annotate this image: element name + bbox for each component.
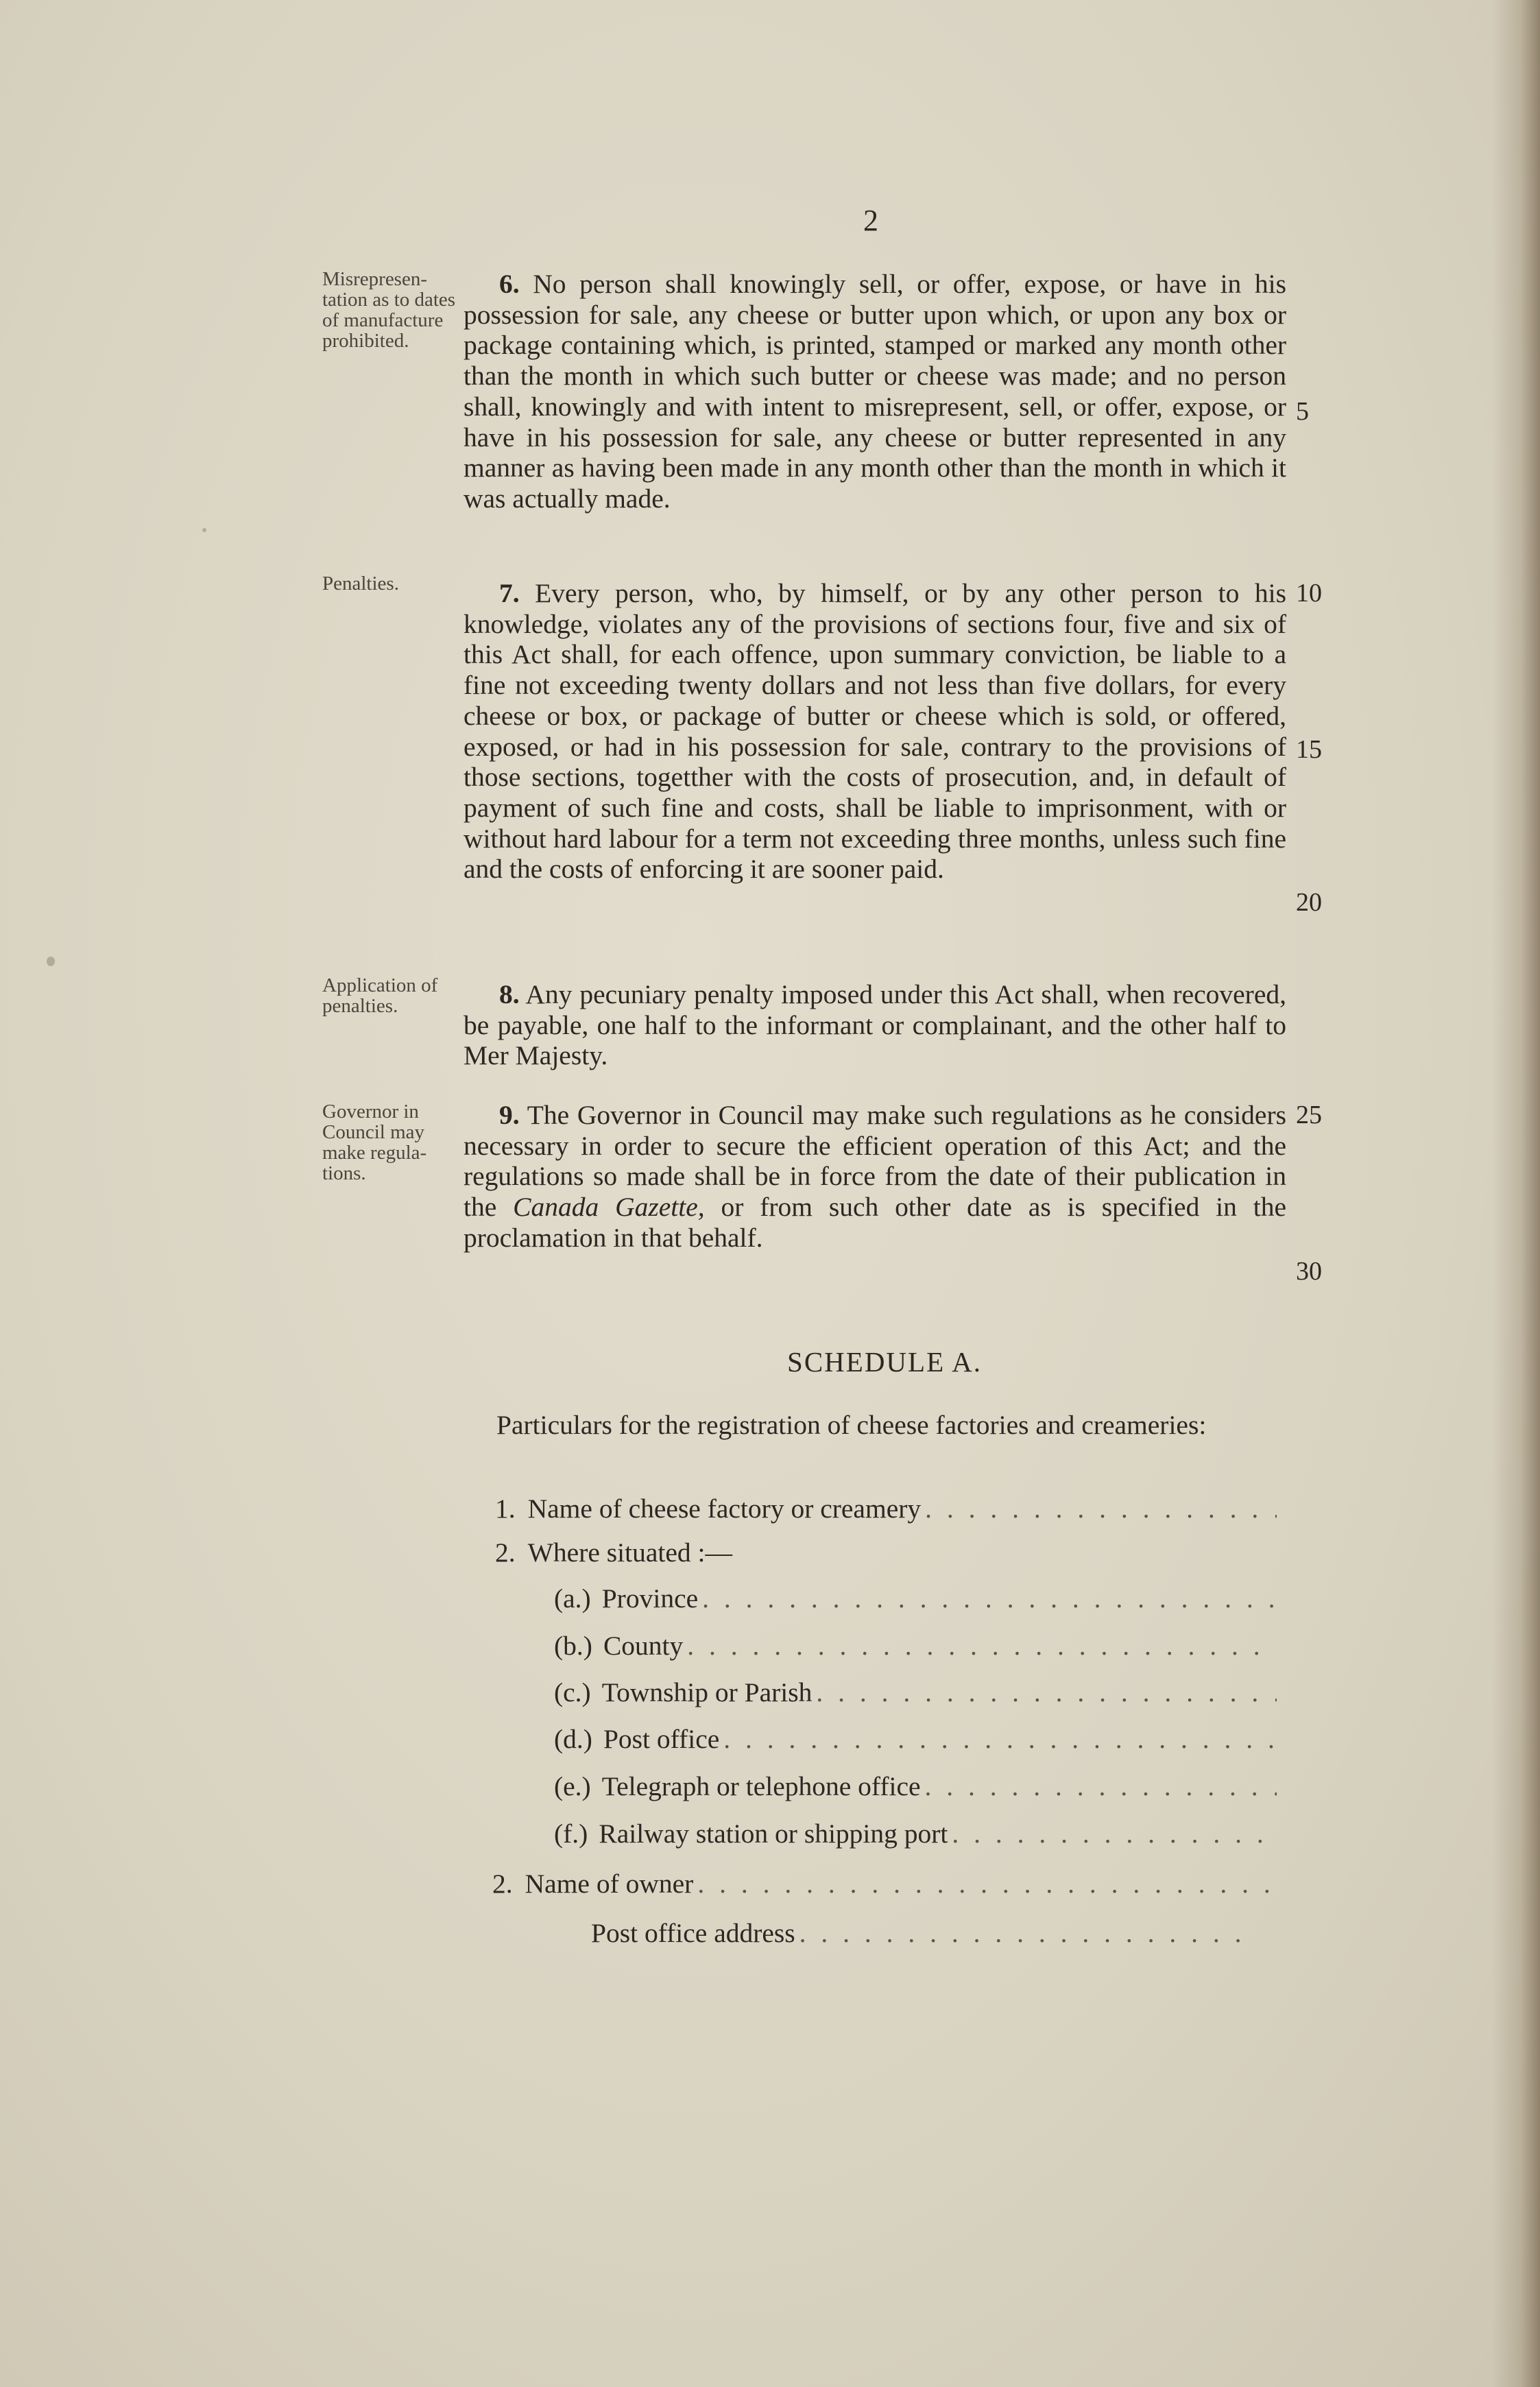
- section-7: [464, 578, 1286, 885]
- line-number: 15: [1296, 735, 1322, 764]
- dot-leader: [925, 1770, 1277, 1803]
- schedule-item-owner: [492, 1867, 1277, 1900]
- schedule-intro: [464, 1409, 1281, 1441]
- subitem-label: Province: [601, 1583, 699, 1614]
- subitem-label: County: [603, 1631, 684, 1661]
- schedule-subitem-railway: [554, 1817, 1277, 1850]
- subitem-label: Telegraph or telephone office: [601, 1771, 921, 1801]
- line-number: 5: [1296, 397, 1309, 426]
- item-number: 2.: [495, 1537, 516, 1568]
- item-number: 1.: [495, 1494, 516, 1524]
- binding-shadow: [1492, 0, 1540, 2387]
- section-text: The Governor in Council may make such regulations as he considers necessary in order to secure the efficient operation of this Act; and the regulations so made shall be in force from the date of their publication in the: [464, 1100, 1286, 1223]
- subitem-label: Township or Parish: [601, 1677, 813, 1707]
- dot-leader: [697, 1867, 1277, 1900]
- margin-note-penalties: Penalties.: [322, 573, 399, 595]
- paper-stain: [47, 957, 55, 966]
- gazette-title: Canada Gazette,: [513, 1192, 705, 1223]
- dot-leader: [702, 1582, 1277, 1615]
- item-label: Name of owner: [525, 1869, 694, 1899]
- item-label: Name of cheese factory or creamery: [527, 1494, 922, 1524]
- dot-leader: [723, 1723, 1277, 1755]
- subitem-letter: (b.): [554, 1631, 592, 1661]
- subitem-letter: (a.): [554, 1583, 591, 1614]
- schedule-subitem-telegraph: [554, 1770, 1277, 1803]
- line-number: 30: [1296, 1257, 1322, 1286]
- dot-leader: [816, 1676, 1277, 1709]
- line-number: 20: [1296, 888, 1322, 917]
- schedule-item-factory-name: [495, 1492, 1277, 1525]
- section-text: No person shall knowingly sell, or offer, expose, or have in his possession for sale, any cheese or butter upon which, or upon any box or package containing which, is printed, stamped or marked any month other than the month in which such butter or cheese was made; and no person shall, knowingly and with intent to misrepresent, sell, or offer, expose, or have in his possession for sale, any cheese or butter represented in any manner as having been made in any month other than the month in which it was actually made.: [464, 269, 1287, 514]
- page-number: 2: [863, 204, 878, 237]
- dot-leader: [925, 1492, 1277, 1525]
- schedule-subitem-post-office: [554, 1723, 1277, 1755]
- item-label: Where situated :—: [527, 1537, 732, 1568]
- subitem-letter: (f.): [554, 1819, 588, 1849]
- dot-leader: [687, 1629, 1277, 1662]
- margin-note-misrepresentation: Misrepresen-tation as to dates of manufacture prohibited.: [322, 268, 456, 352]
- schedule-subitem-province: [554, 1582, 1277, 1615]
- dot-leader: [799, 1917, 1242, 1950]
- margin-note-governor-in-council: Governor in Council may make regula-tions.: [322, 1101, 427, 1184]
- section-number: 7.: [499, 578, 520, 608]
- section-8: [464, 979, 1286, 1071]
- subitem-label: Railway station or shipping port: [599, 1819, 948, 1849]
- item-label: Post office address: [591, 1918, 795, 1948]
- section-text: Any pecuniary penalty imposed under this Act shall, when recovered, be payable, one half to the informant or complainant, and the other half to Mer Majesty.: [464, 979, 1286, 1071]
- subitem-letter: (d.): [554, 1724, 592, 1754]
- schedule-subitem-county: [554, 1629, 1277, 1662]
- section-number: 8.: [499, 979, 520, 1009]
- section-text: Every person, who, by himself, or by any other person to his knowledge, violates any of the provisions of sections four, five and six of this Act shall, for each offence, upon summary conviction, be liable to a fine not exceeding twenty dollars and not less than five dollars, for every cheese or box, or package of butter or cheese which is sold, or offered, exposed, or had in his possession for sale, contrary to the provisions of those sections, togetther with the costs of prosecution, and, in default of payment of such fine and costs, shall be liable to imprisonment, with or without hard labour for a term not exceeding three months, unless such fine and the costs of enforcing it are sooner paid.: [464, 578, 1287, 885]
- section-6: [464, 269, 1286, 514]
- schedule-item-owner-address: [591, 1917, 1242, 1950]
- line-number: 10: [1296, 579, 1322, 608]
- subitem-letter: (c.): [554, 1677, 591, 1707]
- subitem-letter: (e.): [554, 1771, 591, 1801]
- dot-leader: [952, 1817, 1277, 1850]
- paper-stain: [202, 528, 206, 532]
- subitem-label: Post office: [603, 1724, 720, 1754]
- section-number: 9.: [499, 1100, 520, 1130]
- schedule-title: SCHEDULE A.: [787, 1346, 982, 1378]
- item-number: 2.: [492, 1869, 513, 1899]
- section-9: [464, 1100, 1286, 1254]
- schedule-item-where-situated: [495, 1536, 1277, 1569]
- schedule-intro-text: Particulars for the registration of cheese factories and creameries:: [496, 1410, 1207, 1440]
- section-number: 6.: [499, 269, 520, 299]
- margin-note-application-of-penalties: Application of penalties.: [322, 974, 438, 1017]
- section-text-end: or from such other date as is specified in the proclamation in that behalf.: [464, 1192, 1287, 1253]
- line-number: 25: [1296, 1101, 1322, 1129]
- schedule-subitem-township: [554, 1676, 1277, 1709]
